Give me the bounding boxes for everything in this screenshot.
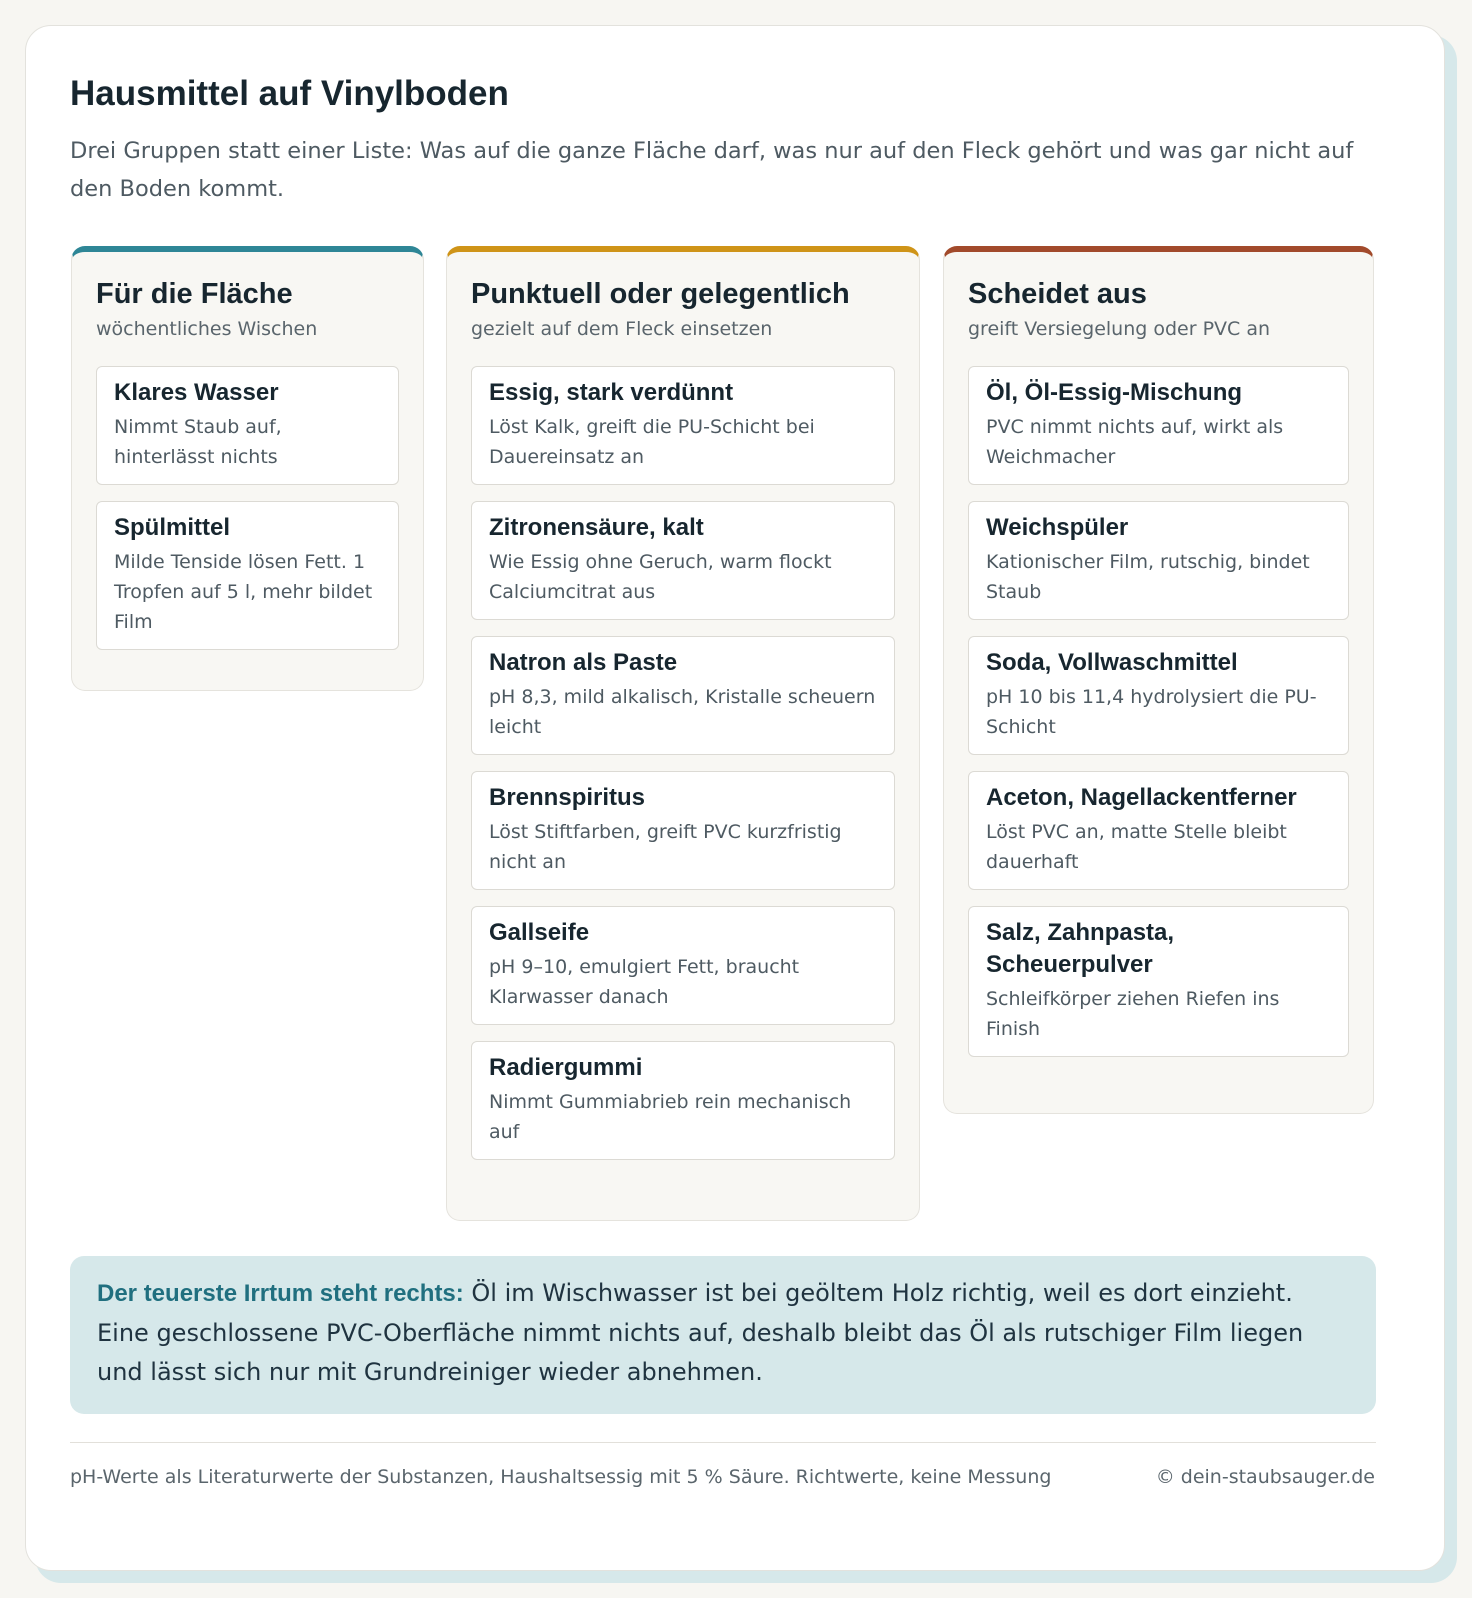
item-description: pH 9–10, emulgiert Fett, braucht Klarwasser danach bbox=[489, 956, 800, 1008]
item-description: pH 10 bis 11,4 hydrolysiert die PU-Schicht bbox=[986, 686, 1317, 738]
column-subtitle: gezielt auf dem Fleck einsetzen bbox=[471, 318, 773, 340]
column-excluded bbox=[943, 246, 1374, 1114]
page-subtitle: Drei Gruppen statt einer Liste: Was auf die ganze Fläche darf, was nur auf den Fleck gehört und was gar nicht auf den Boden kommt. bbox=[70, 138, 1354, 202]
item-description: Milde Tenside lösen Fett. 1 Tropfen auf 5 l, mehr bildet Film bbox=[114, 551, 373, 633]
list-item bbox=[471, 771, 895, 890]
list-item bbox=[968, 636, 1349, 755]
item-description: Löst PVC an, matte Stelle bleibt dauerhaft bbox=[986, 821, 1287, 873]
item-title: Soda, Vollwaschmittel bbox=[986, 649, 1238, 676]
footnote: pH-Werte als Literaturwerte der Substanzen, Haushaltsessig mit 5 % Säure. Richtwerte, keine Messung bbox=[70, 1466, 1052, 1488]
column-subtitle: wöchentliches Wischen bbox=[96, 318, 318, 340]
list-item bbox=[471, 501, 895, 620]
item-title: Essig, stark verdünnt bbox=[489, 379, 734, 406]
list-item bbox=[968, 771, 1349, 890]
item-description: Löst Stiftfarben, greift PVC kurzfristig nicht an bbox=[489, 821, 842, 873]
footer-divider bbox=[70, 1442, 1376, 1443]
item-description: Löst Kalk, greift die PU-Schicht bei Dauereinsatz an bbox=[489, 416, 815, 468]
item-title: Klares Wasser bbox=[114, 379, 279, 406]
column-title: Für die Fläche bbox=[96, 278, 293, 310]
column-spot bbox=[446, 246, 920, 1221]
item-description: Wie Essig ohne Geruch, warm flockt Calciumcitrat aus bbox=[489, 551, 832, 603]
list-item bbox=[471, 1041, 895, 1160]
item-title: Gallseife bbox=[489, 919, 590, 946]
source-credit: © dein-staubsauger.de bbox=[1155, 1466, 1375, 1488]
list-item bbox=[471, 366, 895, 485]
list-item bbox=[96, 501, 399, 650]
callout-lead: Der teuerste Irrtum steht rechts: bbox=[97, 1280, 464, 1307]
list-item bbox=[968, 906, 1349, 1057]
item-title: Spülmittel bbox=[114, 514, 231, 541]
item-title: Salz, Zahnpasta, Scheuerpulver bbox=[986, 919, 1175, 978]
list-item bbox=[471, 906, 895, 1025]
list-item bbox=[471, 636, 895, 755]
item-title: Aceton, Nagellackentferner bbox=[986, 784, 1297, 811]
callout-text: Öl im Wischwasser ist bei geöltem Holz richtig, weil es dort einzieht. Eine geschlossene PVC-Oberfläche nimmt nichts auf, deshalb bleibt das Öl als rutschiger Film liegen und lässt sich nur mit Grundreiniger wieder abnehmen. bbox=[97, 1279, 1304, 1386]
page-title: Hausmittel auf Vinylboden bbox=[70, 74, 509, 113]
callout-box bbox=[70, 1256, 1376, 1414]
item-description: PVC nimmt nichts auf, wirkt als Weichmacher bbox=[986, 416, 1284, 468]
list-item bbox=[968, 366, 1349, 485]
item-description: Nimmt Staub auf, hinterlässt nichts bbox=[114, 416, 282, 468]
column-surface bbox=[71, 246, 424, 691]
item-description: Schleifkörper ziehen Riefen ins Finish bbox=[986, 988, 1280, 1040]
item-description: Kationischer Film, rutschig, bindet Staub bbox=[986, 551, 1310, 603]
item-title: Weichspüler bbox=[986, 514, 1129, 541]
item-title: Radiergummi bbox=[489, 1054, 643, 1081]
column-title: Scheidet aus bbox=[968, 278, 1147, 310]
column-title: Punktuell oder gelegentlich bbox=[471, 278, 850, 310]
item-title: Brennspiritus bbox=[489, 784, 646, 811]
item-title: Zitronensäure, kalt bbox=[489, 514, 704, 541]
item-description: pH 8,3, mild alkalisch, Kristalle scheuern leicht bbox=[489, 686, 876, 738]
item-title: Öl, Öl-Essig-Mischung bbox=[986, 379, 1243, 406]
column-subtitle: greift Versiegelung oder PVC an bbox=[968, 318, 1271, 340]
item-description: Nimmt Gummiabrieb rein mechanisch auf bbox=[489, 1091, 852, 1143]
list-item bbox=[96, 366, 399, 485]
item-title: Natron als Paste bbox=[489, 649, 678, 676]
list-item bbox=[968, 501, 1349, 620]
